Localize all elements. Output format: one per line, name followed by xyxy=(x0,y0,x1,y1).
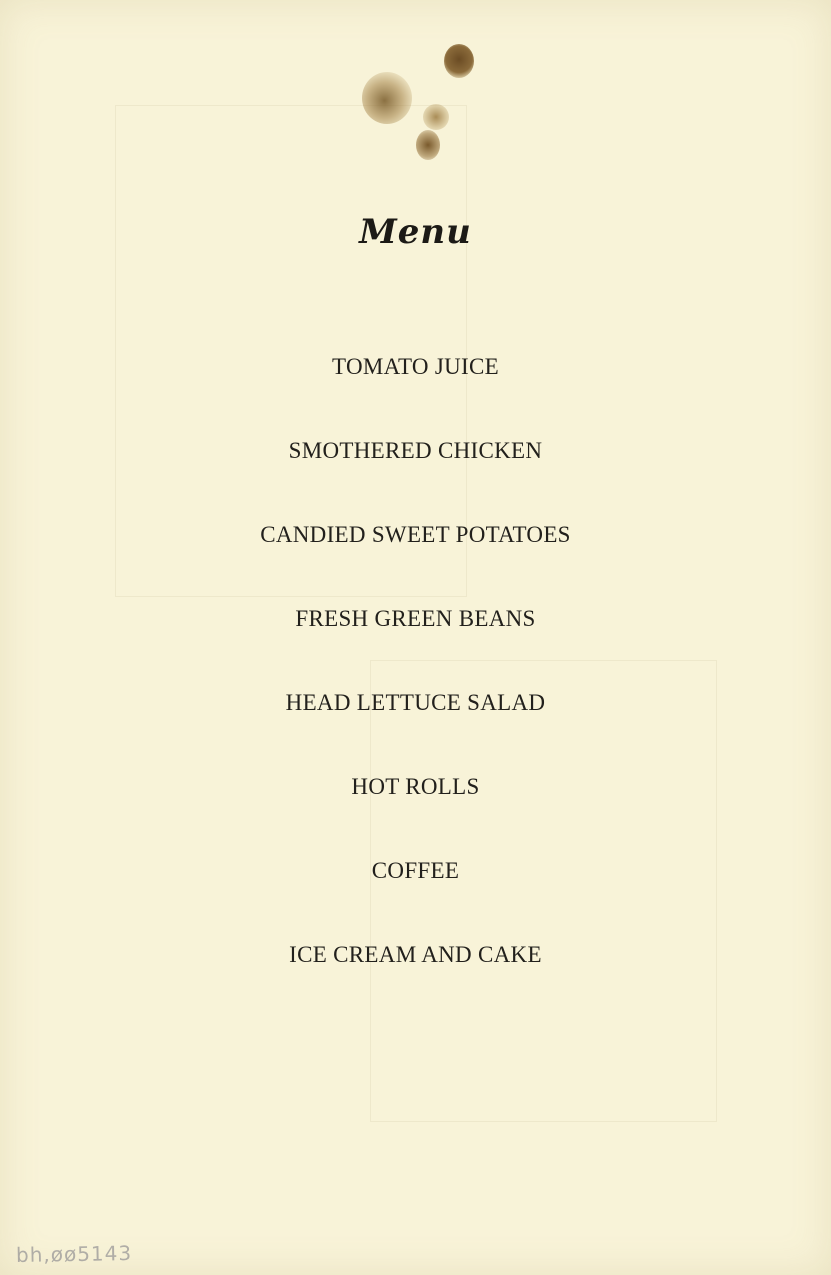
stain-spot xyxy=(423,104,449,130)
menu-items xyxy=(0,350,831,1022)
menu-item: HOT ROLLS xyxy=(351,774,480,799)
menu-item: HEAD LETTUCE SALAD xyxy=(285,690,546,715)
menu-item: COFFEE xyxy=(371,858,460,883)
menu-item: FRESH GREEN BEANS xyxy=(295,606,536,631)
menu-item: SMOTHERED CHICKEN xyxy=(288,438,543,463)
menu-item: CANDIED SWEET POTATOES xyxy=(260,522,571,547)
stain-spot xyxy=(444,44,474,78)
menu-title: Menu xyxy=(359,212,472,252)
stain-spot xyxy=(416,130,440,160)
menu-item: TOMATO JUICE xyxy=(332,354,499,379)
menu-item: ICE CREAM AND CAKE xyxy=(289,942,542,967)
stain-spot xyxy=(362,72,412,124)
catalog-number: bh,øø5143 xyxy=(15,1240,133,1268)
